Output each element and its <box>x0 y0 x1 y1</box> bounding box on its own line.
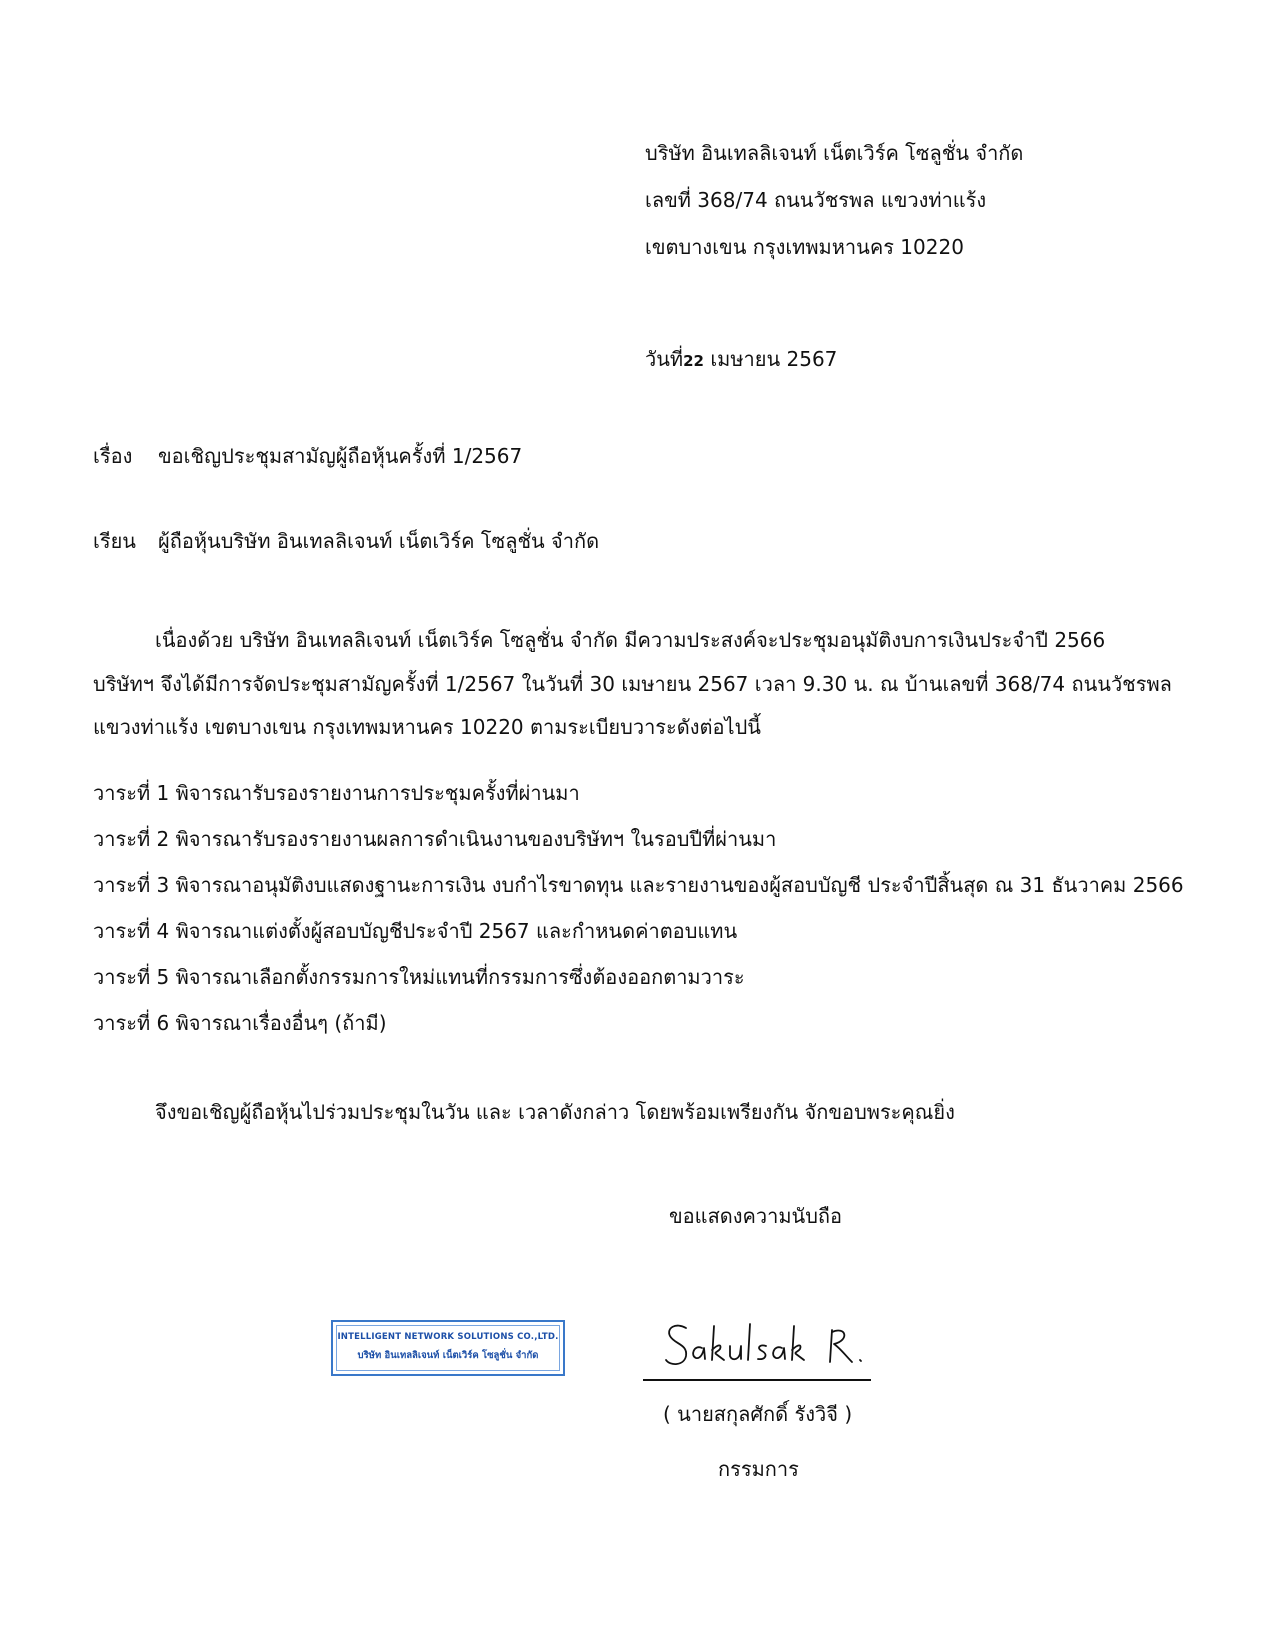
agenda-item: วาระที่ 5 พิจารณาเลือกตั้งกรรมการใหม่แทนที่กรรมการซึ่งต้องออกตามวาระ <box>93 965 745 989</box>
salutation-label: เรียน <box>93 529 136 553</box>
date-month-year: เมษายน 2567 <box>710 347 838 371</box>
sender-address-line-1: บริษัท อินเทลลิเจนท์ เน็ตเวิร์ค โซลูชั่น จำกัด <box>645 141 1024 165</box>
handwritten-signature <box>662 1314 882 1374</box>
date-day: 22 <box>683 352 704 370</box>
agenda-item: วาระที่ 1 พิจารณารับรองรายงานการประชุมครั้งที่ผ่านมา <box>93 781 580 805</box>
signer-name: ( นายสกุลศักดิ์ รังวิจี ) <box>663 1402 853 1426</box>
sender-address-line-3: เขตบางเขน กรุงเทพมหานคร 10220 <box>645 235 964 259</box>
salutation-text: ผู้ถือหุ้นบริษัท อินเทลลิเจนท์ เน็ตเวิร์ค โซลูชั่น จำกัด <box>158 529 600 553</box>
agenda-item: วาระที่ 6 พิจารณาเรื่องอื่นๆ (ถ้ามี) <box>93 1011 387 1035</box>
stamp-thai-name: บริษัท อินเทลลิเจนท์ เน็ตเวิร์ค โซลูชั่น จำกัด <box>357 1350 539 1361</box>
signature-line <box>643 1379 871 1381</box>
signer-title: กรรมการ <box>718 1457 799 1481</box>
stamp-english-name: INTELLIGENT NETWORK SOLUTIONS CO.,LTD. <box>337 1332 559 1342</box>
agenda-item: วาระที่ 4 พิจารณาแต่งตั้งผู้สอบบัญชีประจำปี 2567 และกำหนดค่าตอบแทน <box>93 919 738 943</box>
subject-label: เรื่อง <box>93 444 133 468</box>
closing-regards: ขอแสดงความนับถือ <box>669 1204 843 1228</box>
company-stamp <box>331 1320 565 1376</box>
closing-invitation: จึงขอเชิญผู้ถือหุ้นไปร่วมประชุมในวัน และ เวลาดังกล่าว โดยพร้อมเพรียงกัน จักขอบพระคุณยิ่ง <box>155 1100 955 1124</box>
agenda-item: วาระที่ 2 พิจารณารับรองรายงานผลการดำเนินงานของบริษัทฯ ในรอบปีที่ผ่านมา <box>93 827 777 851</box>
subject-text: ขอเชิญประชุมสามัญผู้ถือหุ้นครั้งที่ 1/2567 <box>158 444 523 468</box>
date-prefix: วันที่ <box>645 347 684 371</box>
letter-date <box>645 345 837 375</box>
body-line-2: บริษัทฯ จึงได้มีการจัดประชุมสามัญครั้งที่ 1/2567 ในวันที่ 30 เมษายน 2567 เวลา 9.30 น. ณ บ้านเลขที่ 368/74 ถนนวัชรพล <box>93 672 1172 696</box>
sender-address-line-2: เลขที่ 368/74 ถนนวัชรพล แขวงท่าแร้ง <box>645 188 987 212</box>
body-line-1: เนื่องด้วย บริษัท อินเทลลิเจนท์ เน็ตเวิร์ค โซลูชั่น จำกัด มีความประสงค์จะประชุมอนุมัติงบการเงินประจำปี 2566 <box>155 628 1106 652</box>
agenda-item: วาระที่ 3 พิจารณาอนุมัติงบแสดงฐานะการเงิน งบกำไรขาดทุน และรายงานของผู้สอบบัญชี ประจำปีสิ้นสุด ณ 31 ธันวาคม 2566 <box>93 873 1184 897</box>
body-line-3: แขวงท่าแร้ง เขตบางเขน กรุงเทพมหานคร 10220 ตามระเบียบวาระดังต่อไปนี้ <box>93 715 761 739</box>
